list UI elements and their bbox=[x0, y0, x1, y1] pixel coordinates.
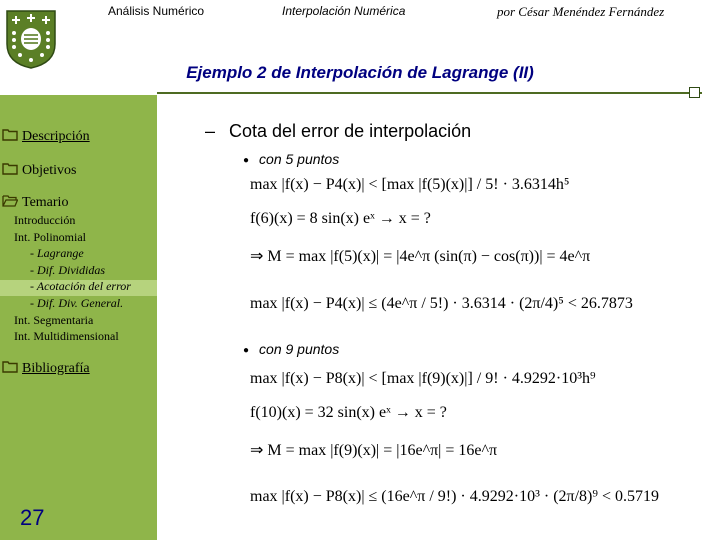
section-heading bbox=[205, 121, 471, 142]
course-name: Análisis Numérico bbox=[108, 4, 205, 18]
equation-final-bound-9: max |f(x) − P8(x)| ≤ (16e^π / 9!) · 4.9292·10³ · (2π/8)⁹ < 0.5719 bbox=[250, 488, 659, 505]
open-folder-icon bbox=[2, 194, 18, 212]
case-9-points bbox=[243, 341, 339, 357]
nav-objetivos[interactable] bbox=[2, 162, 157, 180]
slide-title: Ejemplo 2 de Interpolación de Lagrange (II) bbox=[186, 63, 534, 82]
case-5-points bbox=[243, 151, 339, 167]
temario-item-int-multidimensional[interactable]: Int. Multidimensional bbox=[14, 329, 119, 344]
temario-list bbox=[14, 212, 131, 345]
temario-item-lagrange[interactable]: - Lagrange bbox=[30, 246, 84, 261]
nav-temario-label: Temario bbox=[22, 195, 69, 211]
folder-icon bbox=[2, 360, 18, 378]
nav-descripcion-label: Descripción bbox=[22, 129, 90, 145]
university-logo bbox=[4, 8, 58, 70]
equation-max-m-5: ⇒ M = max |f(5)(x)| = |4e^π (sin(π) − cos(π))| = 4e^π bbox=[250, 248, 591, 265]
nav-descripcion[interactable] bbox=[2, 128, 157, 146]
equation-tenth-derivative: f(10)(x) = 32 sin(x) eˣ → x = ? bbox=[250, 404, 447, 421]
equation-sixth-derivative: f(6)(x) = 8 sin(x) eˣ → x = ? bbox=[250, 210, 431, 227]
nav-temario[interactable] bbox=[2, 194, 157, 212]
equation-error-bound-9: max |f(x) − P8(x)| < [max |f(9)(x)|] / 9! · 4.9292·10³h⁹ bbox=[250, 370, 596, 387]
temario-item-int-polinomial[interactable]: Int. Polinomial bbox=[14, 229, 86, 244]
page-number: 27 bbox=[20, 505, 45, 530]
title-divider bbox=[157, 92, 702, 94]
nav-bibliografia[interactable] bbox=[2, 360, 157, 378]
folder-icon bbox=[2, 162, 18, 180]
author-credit: por César Menéndez Fernández bbox=[497, 4, 665, 19]
folder-icon bbox=[2, 128, 18, 146]
temario-item-int-segmentaria[interactable]: Int. Segmentaria bbox=[14, 312, 94, 327]
heading-text: Cota del error de interpolación bbox=[229, 121, 472, 141]
heading-dash: – bbox=[205, 121, 216, 141]
temario-item-dif-div-general[interactable]: - Dif. Div. General. bbox=[30, 295, 124, 310]
temario-item-dif-divididas[interactable]: - Dif. Divididas bbox=[30, 262, 105, 277]
case-9-label: con 9 puntos bbox=[259, 341, 340, 357]
case-5-label: con 5 puntos bbox=[259, 151, 340, 167]
equation-max-m-9: ⇒ M = max |f(9)(x)| = |16e^π| = 16e^π bbox=[250, 442, 498, 459]
nav-bibliografia-label: Bibliografía bbox=[22, 361, 90, 377]
corner-square bbox=[689, 87, 700, 98]
nav-objetivos-label: Objetivos bbox=[22, 163, 77, 179]
temario-item-introduccion[interactable]: Introducción bbox=[14, 213, 76, 227]
equation-error-bound-5: max |f(x) − P4(x)| < [max |f(5)(x)|] / 5! · 3.6314h⁵ bbox=[250, 176, 570, 193]
topic-name: Interpolación Numérica bbox=[282, 4, 406, 18]
bullet-dot: ● bbox=[243, 344, 250, 356]
temario-item-acotacion[interactable]: - Acotación del error bbox=[30, 279, 131, 294]
equation-final-bound-5: max |f(x) − P4(x)| ≤ (4e^π / 5!) · 3.6314 · (2π/4)⁵ < 26.7873 bbox=[250, 295, 633, 312]
bullet-dot: ● bbox=[243, 154, 250, 166]
